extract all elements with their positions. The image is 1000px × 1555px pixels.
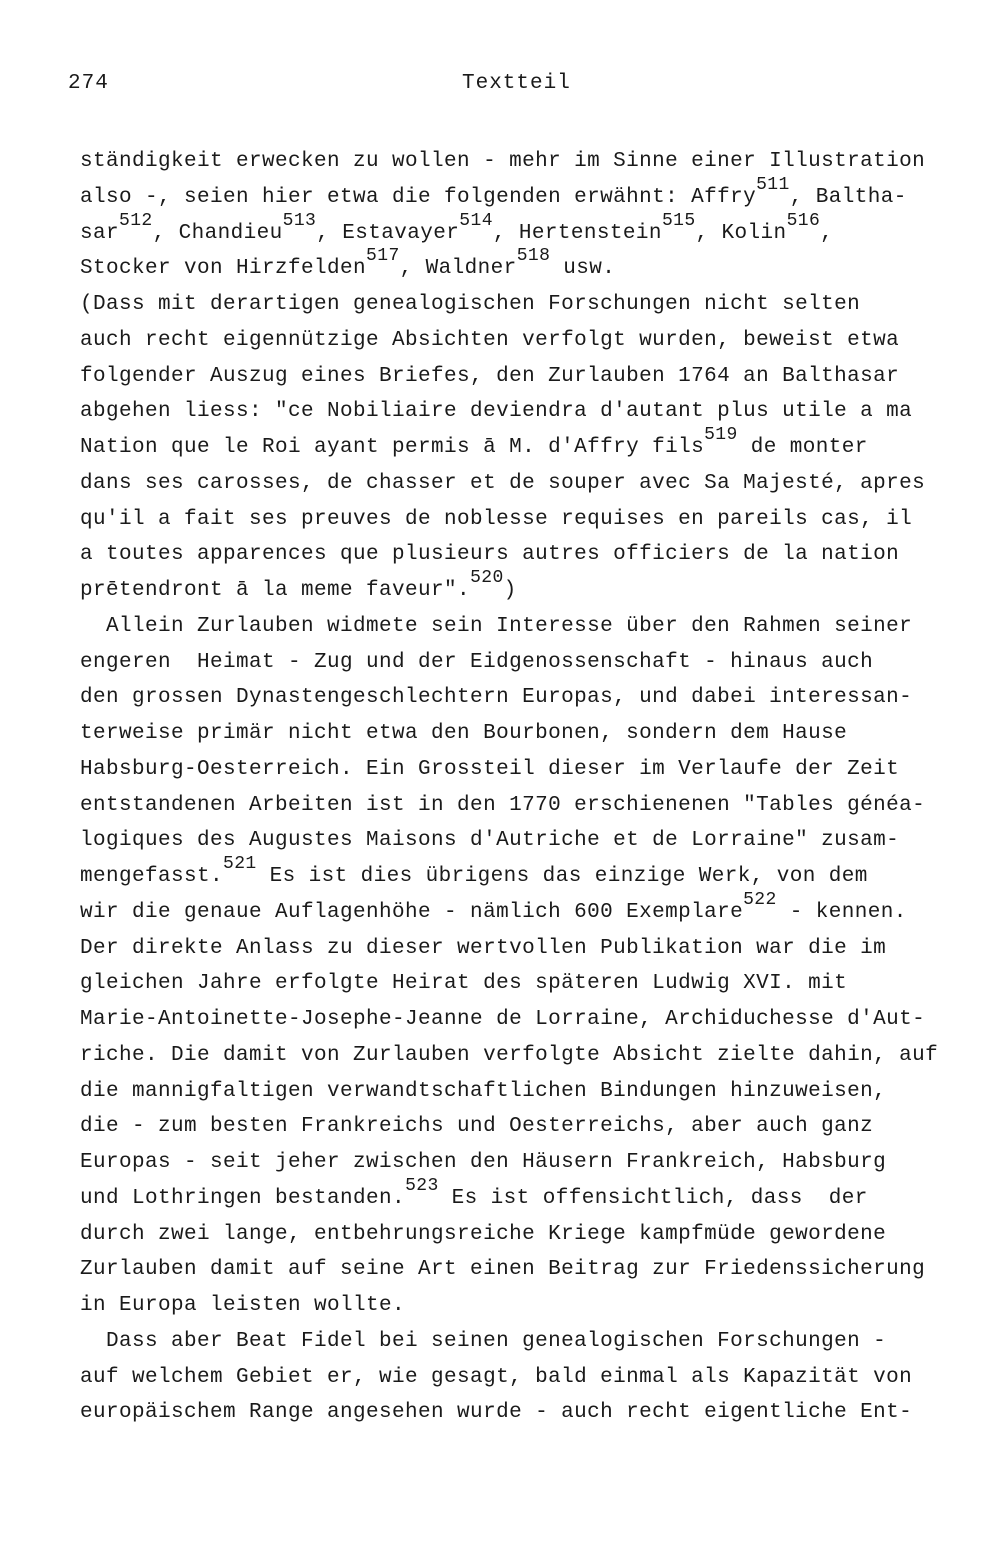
footnote-reference: 522 — [743, 889, 777, 910]
footnote-reference: 523 — [405, 1175, 439, 1196]
text-line — [80, 1360, 912, 1396]
text-run: Habsburg-Oesterreich. Ein Grossteil dieser im Verlaufe der Zeit — [80, 757, 900, 781]
text-run: gleichen Jahre erfolgte Heirat des späteren Ludwig XVI. mit — [80, 972, 848, 996]
text-run: qu'il a fait ses preuves de noblesse requises en pareils cas, il — [80, 507, 913, 531]
text-run: Zurlauben damit auf seine Art einen Beitrag zur Friedenssicherung — [80, 1258, 926, 1282]
running-title: Textteil — [462, 72, 571, 95]
text-line — [80, 287, 860, 323]
text-run: auch recht eigennützige Absichten verfolgt wurden, beweist etwa — [80, 328, 900, 352]
text-line — [80, 1324, 886, 1360]
text-run: usw. — [550, 257, 616, 281]
page-number: 274 — [68, 72, 109, 95]
text-line — [80, 788, 925, 824]
text-line — [80, 1002, 925, 1038]
text-run: die mannigfaltigen verwandtschaftlichen Bindungen hinzuweisen, — [80, 1079, 887, 1103]
text-run: logiques des Augustes Maisons d'Autriche et de Lorraine" zusam- — [80, 829, 900, 853]
text-run: sar — [80, 221, 120, 245]
footnote-reference: 518 — [516, 246, 551, 267]
text-line — [80, 823, 899, 859]
text-line — [80, 680, 912, 716]
text-run: Allein Zurlauben widmete sein Interesse über den Rahmen seiner — [80, 614, 913, 638]
text-run: europäischem Range angesehen wurde - auch recht eigentliche Ent- — [80, 1401, 913, 1425]
text-run: , — [820, 221, 834, 245]
footnote-reference: 514 — [459, 210, 493, 231]
text-run: die - zum besten Frankreichs und Oesterreichs, aber auch ganz — [80, 1115, 874, 1139]
text-run: den grossen Dynastengeschlechtern Europas, und dabei interessan- — [80, 686, 913, 710]
text-run: ) — [503, 579, 517, 602]
text-line — [80, 645, 873, 681]
text-line — [80, 502, 912, 538]
text-run: durch zwei lange, entbehrungsreiche Kriege kampfmüde gewordene — [80, 1222, 887, 1246]
text-line — [80, 1288, 405, 1324]
text-run: prētendront ā la meme faveur". — [80, 579, 471, 602]
footnote-reference: 512 — [119, 210, 153, 231]
text-line — [80, 394, 912, 430]
text-run: a toutes apparences que plusieurs autres officiers de la nation — [80, 543, 900, 567]
footnote-reference: 517 — [366, 246, 400, 267]
text-line — [80, 174, 907, 216]
text-line — [80, 889, 907, 931]
text-line — [80, 144, 925, 180]
text-run: , Kolin — [695, 221, 787, 245]
text-line — [80, 1217, 886, 1253]
text-run: und Lothringen bestanden. — [80, 1186, 406, 1210]
text-run: terweise primär nicht etwa den Bourbonen, sondern dem Hause — [80, 722, 848, 745]
text-run: , Hertenstein — [492, 221, 662, 245]
text-run: ständigkeit erwecken zu wollen - mehr im Sinne einer Illustration — [80, 150, 926, 173]
footnote-reference: 516 — [786, 210, 821, 231]
text-line — [80, 1074, 886, 1110]
text-line — [80, 931, 886, 967]
text-line — [80, 1252, 925, 1288]
text-line — [80, 246, 616, 287]
text-run: Nation que le Roi ayant permis ā M. d'Affry fils — [80, 436, 705, 459]
text-run: de monter — [737, 436, 868, 459]
text-run: , Chandieu — [152, 221, 283, 245]
footnote-reference: 519 — [704, 425, 738, 445]
text-run: auf welchem Gebiet er, wie gesagt, bald einmal als Kapazität von — [80, 1365, 913, 1389]
text-line — [80, 1145, 886, 1181]
text-run: abgehen liess: "ce Nobiliaire deviendra d'autant plus utile a ma — [80, 400, 913, 424]
text-line — [80, 466, 925, 502]
text-line — [80, 966, 847, 1002]
text-line — [80, 323, 899, 359]
text-run: , Estavayer — [316, 221, 460, 245]
text-line — [80, 1038, 938, 1074]
text-run: Dass aber Beat Fidel bei seinen genealogischen Forschungen - — [80, 1329, 887, 1353]
text-run: engeren Heimat - Zug und der Eidgenossenschaft - hinaus auch — [80, 650, 874, 674]
running-header — [0, 72, 1000, 102]
text-run: Es ist dies übrigens das einzige Werk, von dem — [256, 865, 868, 888]
text-line — [80, 1109, 873, 1145]
text-run: also -, seien hier etwa die folgenden erwähnt: Affry — [80, 185, 757, 209]
text-line — [80, 716, 847, 752]
text-run: entstandenen Arbeiten ist in den 1770 erschienenen "Tables généa- — [80, 793, 926, 817]
text-run: Stocker von Hirzfelden — [80, 257, 367, 281]
footnote-reference: 513 — [282, 210, 317, 231]
text-line — [80, 1175, 868, 1217]
text-line — [80, 425, 868, 466]
text-line — [80, 210, 834, 252]
text-run: (Dass mit derartigen genealogischen Forschungen nicht selten — [80, 293, 861, 316]
text-run: Es ist offensichtlich, dass der — [438, 1186, 868, 1210]
footnote-reference: 520 — [470, 568, 504, 588]
text-line — [80, 752, 899, 788]
text-line — [80, 568, 517, 609]
text-line — [80, 1395, 912, 1431]
footnote-reference: 521 — [223, 854, 257, 874]
text-run: - kennen. — [776, 900, 907, 924]
text-run: , Baltha- — [789, 185, 907, 209]
text-line — [80, 359, 899, 395]
text-run: wir die genaue Auflagenhöhe - nämlich 600 Exemplare — [80, 900, 744, 924]
text-run: riche. Die damit von Zurlauben verfolgte Absicht zielte dahin, auf — [80, 1043, 939, 1067]
text-run: Europas - seit jeher zwischen den Häusern Frankreich, Habsburg — [80, 1151, 887, 1174]
text-run: mengefasst. — [80, 865, 224, 888]
text-run: in Europa leisten wollte. — [80, 1294, 406, 1317]
text-run: , Waldner — [399, 257, 517, 281]
text-line — [80, 609, 912, 645]
footnote-reference: 511 — [756, 174, 790, 195]
text-run: Marie-Antoinette-Josephe-Jeanne de Lorraine, Archiduchesse d'Aut- — [80, 1008, 926, 1031]
text-run: folgender Auszug eines Briefes, den Zurlauben 1764 an Balthasar — [80, 364, 900, 388]
text-run: dans ses carosses, de chasser et de souper avec Sa Majesté, apres — [80, 471, 926, 495]
footnote-reference: 515 — [661, 210, 696, 231]
text-run: Der direkte Anlass zu dieser wertvollen Publikation war die im — [80, 936, 887, 960]
